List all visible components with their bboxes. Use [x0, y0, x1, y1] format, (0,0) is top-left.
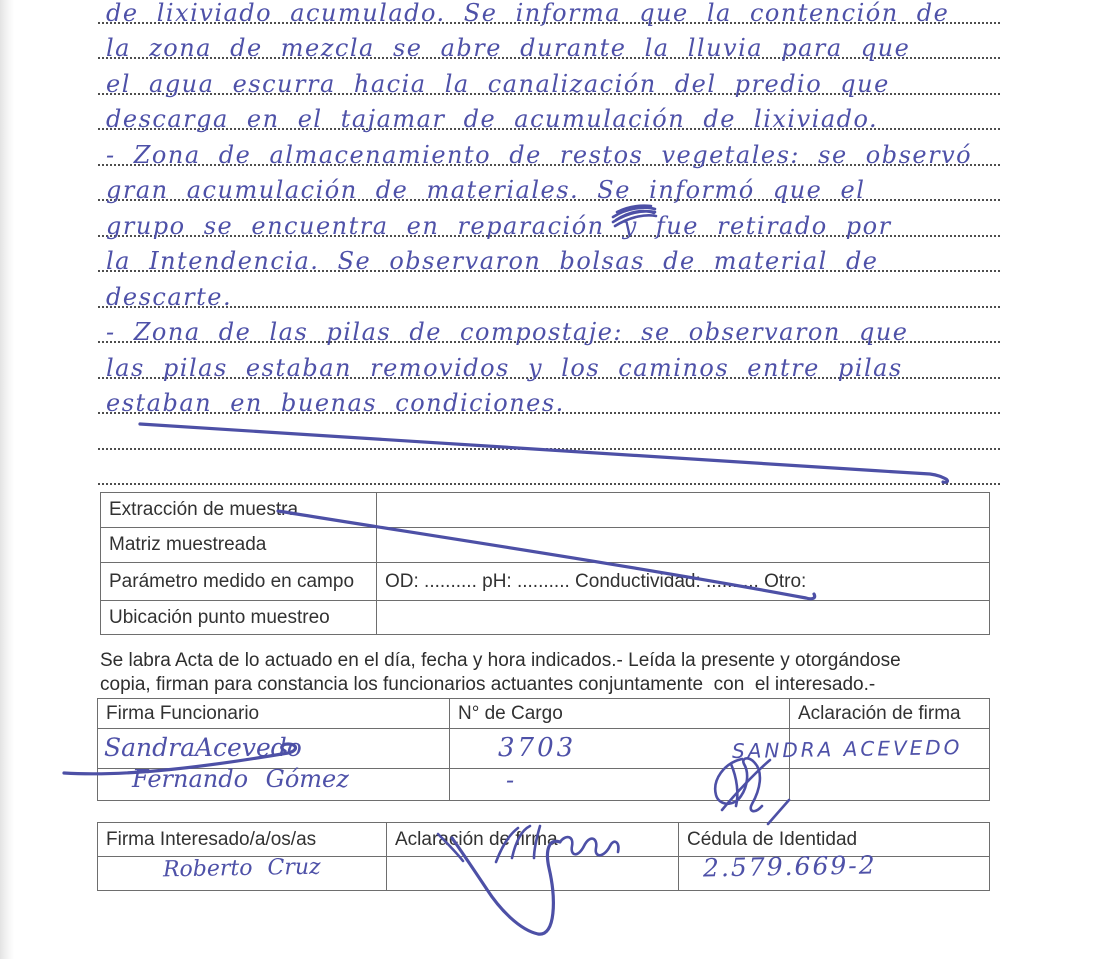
clarification-cell [789, 769, 989, 800]
closing-paragraph-line: copia, firman para constancia los funcionarios actuantes conjuntamente con el interesado.- [100, 673, 876, 695]
handwritten-text: grupo se encuentra en reparación y fue retirado por [106, 212, 892, 240]
column-header: N° de Cargo [458, 702, 563, 724]
handwritten-text: el agua escurra hacia la canalización del predio que [106, 70, 890, 98]
table-header-row [98, 699, 989, 728]
handwritten-line [98, 57, 1000, 98]
handwritten-text: descarte. [106, 283, 233, 311]
interested-cedula-handwriting: 2.579.669-2 [702, 850, 877, 883]
handwritten-line [98, 447, 1000, 485]
header-cell [789, 699, 989, 728]
header-cell [98, 823, 386, 856]
table-row [101, 562, 989, 600]
closing-paragraph-line: Se labra Acta de lo actuado en el día, fecha y hora indicados.- Leída la presente y otorgándose [100, 650, 901, 671]
handwritten-text: de lixiviado acumulado. Se informa que la contención de [106, 0, 950, 27]
sampling-table [100, 492, 990, 635]
header-cell [386, 823, 678, 856]
handwritten-text: - Zona de las pilas de compostaje: se observaron que [106, 318, 909, 346]
row-value-cell [376, 601, 989, 634]
handwritten-line [98, 270, 1000, 311]
official2-signature-handwriting: Fernando Gómez [132, 765, 349, 793]
scan-edge-shadow [0, 0, 14, 959]
row-label-cell [101, 563, 376, 600]
handwritten-line [98, 305, 1000, 346]
header-cell [449, 699, 789, 728]
column-header: Aclaración de firma [798, 702, 961, 724]
handwritten-line [98, 376, 1000, 417]
handwritten-text: estaban en buenas condiciones. [106, 389, 565, 417]
row-value-cell [376, 528, 989, 562]
table-row [101, 527, 989, 562]
row-label: Extracción de muestra [109, 499, 299, 520]
table-row [101, 493, 989, 527]
row-label: Matriz muestreada [109, 534, 267, 555]
table-row [101, 600, 989, 634]
handwritten-text: gran acumulación de materiales. Se informó que el [106, 176, 866, 204]
slash-mark [768, 800, 789, 824]
row-label-cell [101, 601, 376, 634]
row-label-cell [101, 528, 376, 562]
handwritten-text: la Intendencia. Se observaron bolsas de material de [106, 247, 879, 275]
cargo-cell [449, 769, 789, 800]
row-label: Ubicación punto muestreo [109, 606, 330, 628]
handwritten-line [98, 128, 1000, 169]
clarification-cell [386, 857, 678, 890]
interested-signature-handwriting: Roberto Cruz [162, 854, 321, 883]
row-label: Parámetro medido en campo [109, 570, 355, 592]
official1-signature-handwriting: SandraAcevedo [104, 733, 302, 762]
handwritten-line [98, 412, 1000, 450]
column-header: Aclaración de firma [395, 828, 558, 850]
column-header: Firma Interesado/a/os/as [106, 828, 317, 850]
handwritten-line [98, 199, 1000, 240]
header-cell [98, 699, 449, 728]
field-parameters: OD: .......... pH: .......... Conductividad: .......... Otro: [385, 570, 807, 592]
handwritten-line [98, 341, 1000, 382]
handwritten-text: las pilas estaban removidos y los caminos entre pilas [106, 354, 903, 382]
official1-clarification-handwriting: SANDRA ACEVEDO [731, 734, 963, 764]
row-value-cell [376, 563, 989, 600]
row-label-cell [101, 493, 376, 527]
handwritten-text: la zona de mezcla se abre durante la lluvia para que [106, 34, 911, 62]
column-header: Cédula de Identidad [687, 828, 858, 850]
column-header: Firma Funcionario [106, 702, 260, 724]
handwritten-line [98, 234, 1000, 275]
official2-cargo-handwriting: - [506, 766, 515, 794]
row-value-cell [376, 493, 989, 527]
handwritten-text: descarga en el tajamar de acumulación de lixiviado. [106, 105, 879, 133]
handwritten-line [98, 163, 1000, 204]
closing-paragraph [100, 649, 1000, 696]
handwritten-text: - Zona de almacenamiento de restos vegetales: se observó [106, 141, 973, 169]
handwritten-line [98, 21, 1000, 62]
handwritten-line [98, 92, 1000, 133]
official1-cargo-handwriting: 3703 [498, 733, 577, 763]
